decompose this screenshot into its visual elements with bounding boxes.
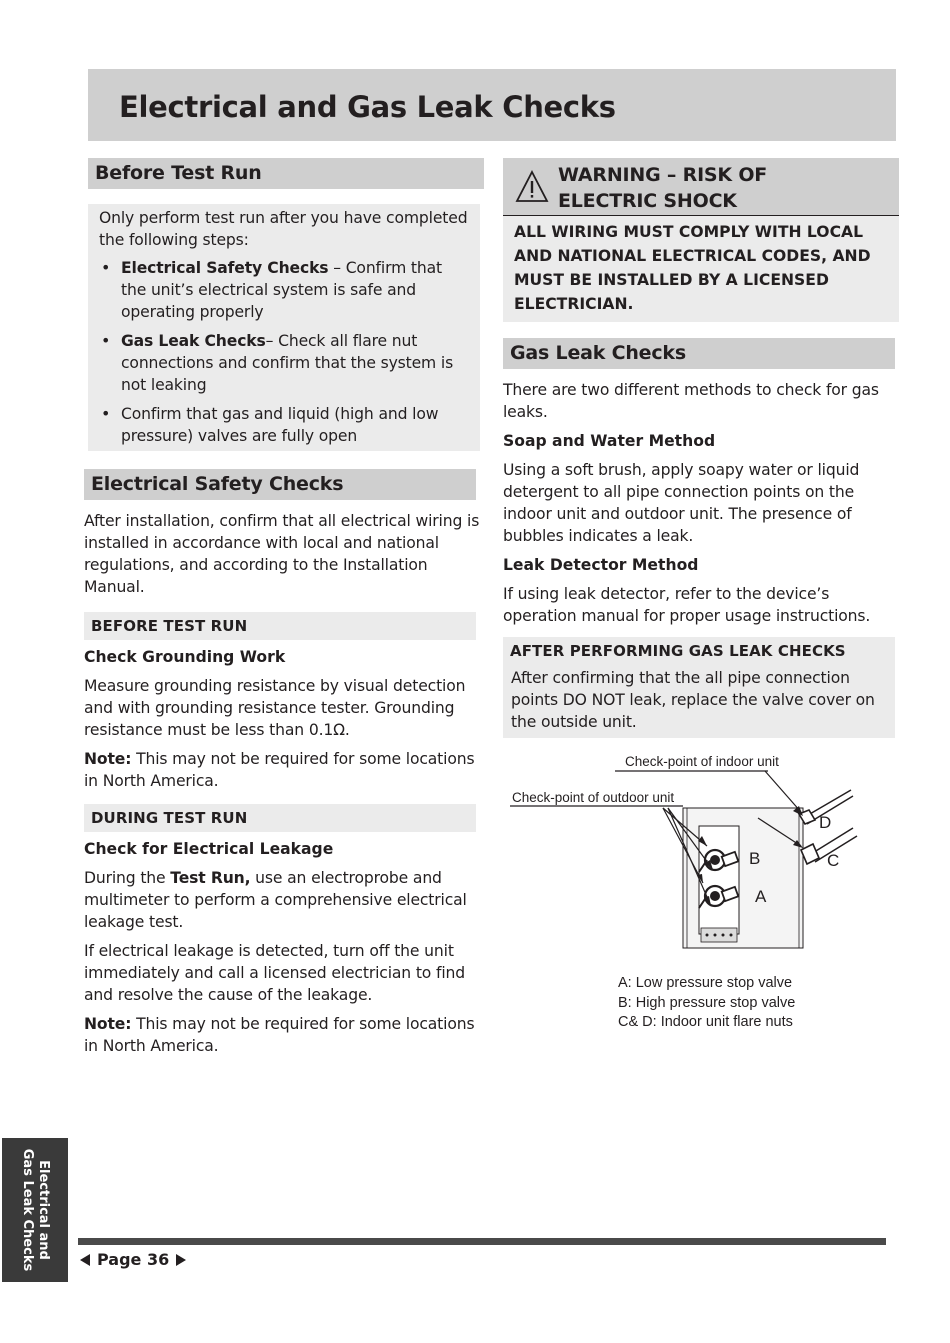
detector-method-title: Leak Detector Method <box>503 556 699 574</box>
item-text: Confirm that gas and liquid (high and low pressure) valves are fully open <box>121 405 439 445</box>
previous-page-arrow-icon[interactable] <box>80 1254 90 1266</box>
item-bold: Gas Leak Checks <box>121 332 266 350</box>
grounding-title: Check Grounding Work <box>84 648 286 666</box>
outdoor-checkpoint-label: Check-point of outdoor unit <box>512 790 675 805</box>
warning-title <box>558 162 858 214</box>
warning-body: ALL WIRING MUST COMPLY WITH LOCAL AND NATIONAL ELECTRICAL CODES, AND MUST BE INSTALLED BY A LICENSED ELECTRICIAN. <box>514 223 871 313</box>
leakage-text-pre: During the <box>84 869 171 887</box>
note-label: Note: <box>84 750 132 768</box>
gas-leak-heading: Gas Leak Checks <box>503 338 895 369</box>
letter-d: D <box>819 813 832 832</box>
after-checks-box <box>503 665 895 738</box>
list-item <box>99 330 470 396</box>
leakage-note <box>84 1013 480 1057</box>
before-test-run-box <box>88 204 480 451</box>
leakage-text-bold: Test Run, <box>170 869 251 887</box>
warning-title-line-1: WARNING – RISK OF <box>558 164 768 186</box>
leakage-text-post: use an electroprobe and multimeter to perform a comprehensive electrical leakage test. <box>84 869 467 931</box>
leakage-text-2: If electrical leakage is detected, turn off the unit immediately and call a licensed electrician to find and resolve the cause of the leakage. <box>84 942 465 1004</box>
after-checks-text: After confirming that the all pipe connection points DO NOT leak, replace the valve cover on the outside unit. <box>511 669 875 731</box>
left-column <box>84 158 480 1057</box>
before-test-run-intro: Only perform test run after you have completed the following steps: <box>99 209 468 249</box>
page-title-bar <box>88 69 896 141</box>
before-run-subheading: BEFORE TEST RUN <box>84 612 476 640</box>
list-item <box>99 257 470 323</box>
page-number: Page 36 <box>97 1250 170 1269</box>
during-run-subheading: DURING TEST RUN <box>84 804 476 832</box>
item-bold: Electrical Safety Checks <box>121 259 329 277</box>
before-test-run-heading: Before Test Run <box>88 158 484 189</box>
footer-rule <box>78 1238 886 1245</box>
side-tab-line-2: Gas Leak Checks <box>20 1148 35 1272</box>
legend-item-b: B: High pressure stop valve <box>618 994 796 1011</box>
letter-b: B <box>749 849 761 868</box>
letter-a: A <box>755 887 767 906</box>
warning-box <box>503 158 899 322</box>
warning-header <box>503 158 899 216</box>
warning-title-line-2: ELECTRIC SHOCK <box>558 190 737 212</box>
item-text: – Check all flare nut connections and confirm that the system is not leaking <box>121 332 454 394</box>
item-text: – Confirm that the unit’s electrical system is safe and operating properly <box>121 259 442 321</box>
next-page-arrow-icon[interactable] <box>176 1254 186 1266</box>
side-tab-line-1: Electrical and <box>36 1160 51 1260</box>
leakage-text <box>84 867 480 933</box>
grounding-text: Measure grounding resistance by visual detection and with grounding resistance tester. Grounding resistance must be less than 0.1Ω. <box>84 677 466 739</box>
letter-c: C <box>827 851 840 870</box>
side-tab <box>2 1138 68 1282</box>
soap-method-text: Using a soft brush, apply soapy water or liquid detergent to all pipe connection points on the indoor unit and outdoor unit. The presence of bubbles indicates a leak. <box>503 461 860 545</box>
footer-page-nav <box>80 1250 186 1269</box>
list-item <box>99 403 470 447</box>
legend-item-cd: C& D: Indoor unit flare nuts <box>618 1014 793 1030</box>
soap-method-title: Soap and Water Method <box>503 432 716 450</box>
grounding-note <box>84 748 480 792</box>
note-text: This may not be required for some locations in North America. <box>84 1015 475 1055</box>
right-column <box>503 158 899 738</box>
page-title: Electrical and Gas Leak Checks <box>119 90 616 124</box>
electrical-safety-intro: After installation, confirm that all electrical wiring is installed in accordance with local and national regulations, and according to the Installation Manual. <box>84 512 480 596</box>
note-label: Note: <box>84 1015 132 1033</box>
side-tab-label <box>19 1145 51 1275</box>
after-checks-subheading: AFTER PERFORMING GAS LEAK CHECKS <box>503 637 895 665</box>
diagram-legend <box>618 974 795 1033</box>
note-text: This may not be required for some locations in North America. <box>84 750 475 790</box>
leakage-title: Check for Electrical Leakage <box>84 840 334 858</box>
warning-triangle-icon <box>515 170 549 204</box>
indoor-checkpoint-label: Check-point of indoor unit <box>625 754 779 769</box>
electrical-safety-heading: Electrical Safety Checks <box>84 469 476 500</box>
before-test-run-list <box>99 257 470 447</box>
legend-item-a: A: Low pressure stop valve <box>618 975 793 991</box>
gas-leak-intro: There are two different methods to check for gas leaks. <box>503 381 879 421</box>
detector-method-text: If using leak detector, refer to the device’s operation manual for proper usage instructions. <box>503 585 871 625</box>
